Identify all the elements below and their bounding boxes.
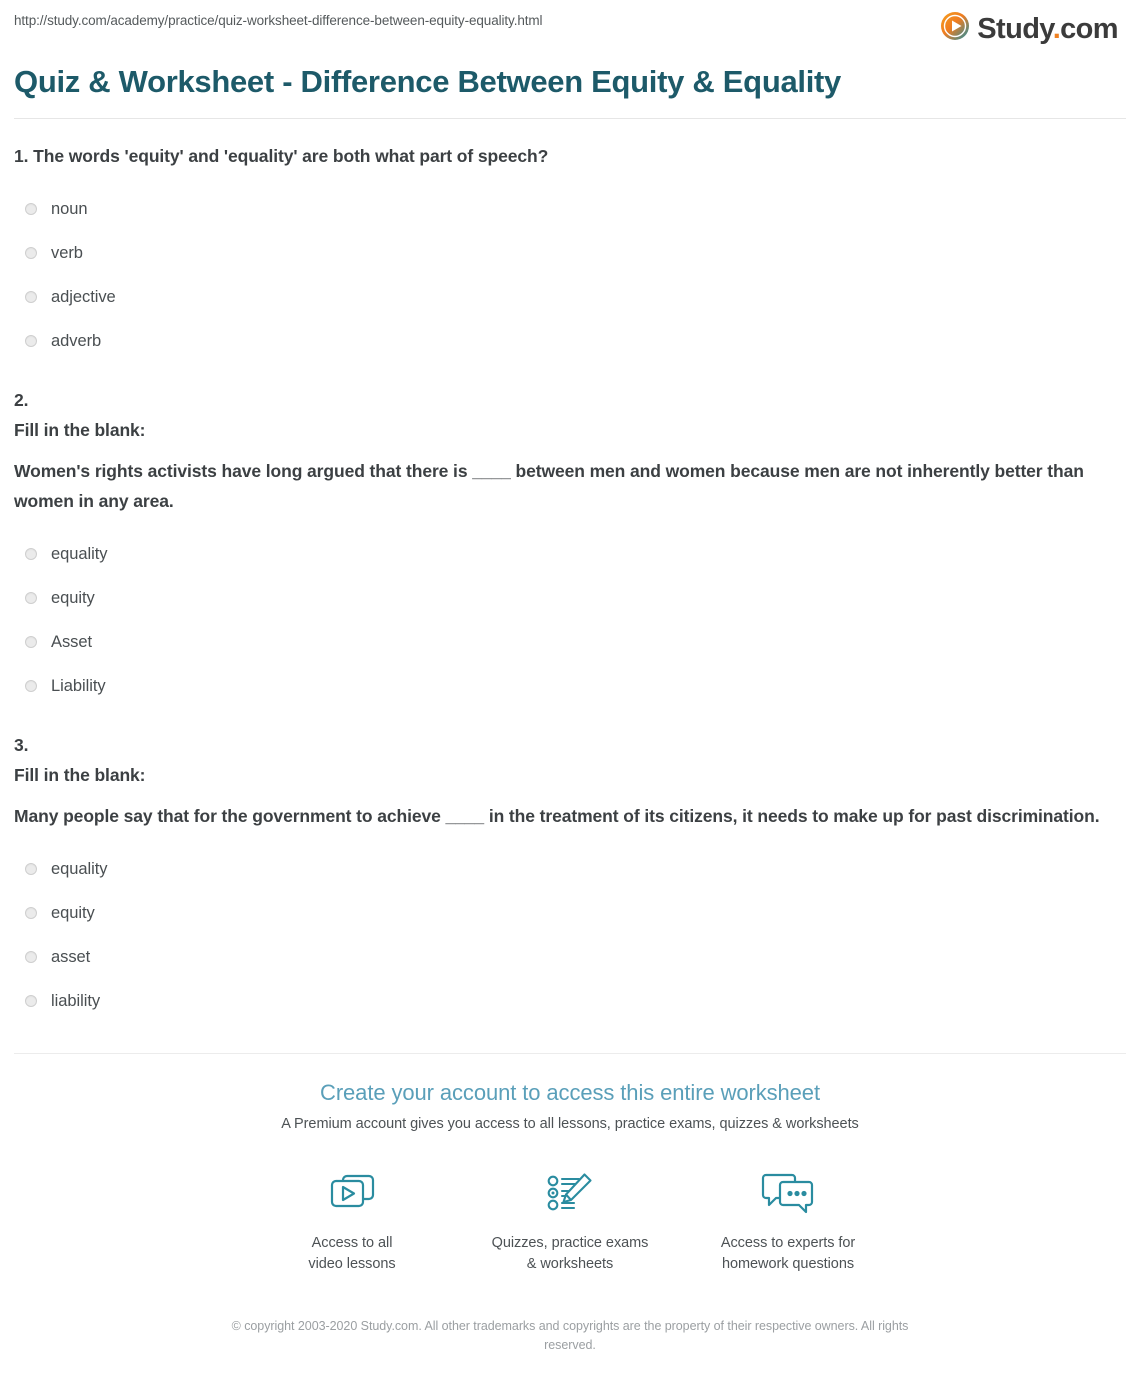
radio-button-icon[interactable] [25,951,37,963]
question-block [14,708,1126,1023]
logo-dot: . [1052,12,1061,45]
feature-quizzes-worksheets [461,1165,679,1275]
quiz-checklist-pencil-icon [461,1165,679,1221]
option-label: verb [51,244,83,262]
chat-bubbles-icon [679,1165,897,1221]
option-row[interactable] [14,935,1126,979]
feature-text [243,1221,461,1275]
option-label: adverb [51,332,102,350]
radio-button-icon[interactable] [25,247,37,259]
option-row[interactable] [14,187,1126,231]
feature-line-2: homework questions [721,1256,855,1272]
page-url: http://study.com/academy/practice/quiz-worksheet-difference-between-equity-equality.html [14,13,543,28]
feature-line-1: Quizzes, practice exams [491,1235,649,1251]
answer-options [14,516,1126,708]
feature-line-1: Access to all [311,1235,393,1251]
copyright-notice: © copyright 2003-2020 Study.com. All other trademarks and copyrights are the property of their respective owners. All rights reserved. [231,1319,909,1352]
answer-options [14,831,1126,1023]
question-prompt: Fill in the blank: [14,765,146,785]
question-number: 1. [14,146,29,166]
option-label: noun [51,200,88,218]
question-text: Many people say that for the government to achieve ____ in the treatment of its citizens, it needs to make up for past discrimination. [14,806,1100,826]
features-row [14,1135,1126,1275]
feature-line-1: Access to experts for [720,1235,856,1251]
option-label: equity [51,589,95,607]
option-label: equity [51,904,95,922]
question-text: Women's rights activists have long argued that there is ____ between men and women because men are not inherently better than women in any area. [14,461,1084,511]
option-label: adjective [51,288,116,306]
feature-video-lessons [243,1165,461,1275]
question-prompt: Fill in the blank: [14,420,146,440]
feature-text [461,1221,679,1275]
feature-line-2: & worksheets [526,1256,614,1272]
feature-text [679,1221,897,1275]
question-number: 2. [14,390,29,410]
study-com-logo[interactable] [940,10,1126,46]
create-account-section [14,1054,1126,1355]
option-row[interactable] [14,532,1126,576]
option-label: Liability [51,677,106,695]
option-row[interactable] [14,576,1126,620]
video-lessons-icon [243,1165,461,1221]
play-circle-icon [940,11,970,46]
page-title: Quiz & Worksheet - Difference Between Equity & Equality [14,64,841,99]
radio-button-icon[interactable] [25,636,37,648]
radio-button-icon[interactable] [25,335,37,347]
logo-wordmark [977,13,1118,45]
radio-button-icon[interactable] [25,907,37,919]
option-row[interactable] [14,231,1126,275]
answer-options [14,171,1126,363]
option-row[interactable] [14,620,1126,664]
option-label: liability [51,992,101,1010]
option-label: equality [51,545,108,563]
question-heading [14,141,1126,171]
option-label: Asset [51,633,93,651]
radio-button-icon[interactable] [25,548,37,560]
option-row[interactable] [14,664,1126,708]
question-block [14,363,1126,708]
option-row[interactable] [14,891,1126,935]
feature-line-2: video lessons [308,1256,396,1272]
radio-button-icon[interactable] [25,995,37,1007]
option-label: equality [51,860,108,878]
radio-button-icon[interactable] [25,863,37,875]
feature-expert-help [679,1165,897,1275]
option-row[interactable] [14,979,1126,1023]
option-row[interactable] [14,275,1126,319]
question-number: 3. [14,735,29,755]
question-text: The words 'equity' and 'equality' are both what part of speech? [33,146,549,166]
question-block [14,119,1126,363]
page-header [0,0,1140,56]
radio-button-icon[interactable] [25,203,37,215]
option-row[interactable] [14,319,1126,363]
option-label: asset [51,948,91,966]
radio-button-icon[interactable] [25,680,37,692]
title-section [0,56,1140,119]
cta-subheading: A Premium account gives you access to all lessons, practice exams, quizzes & worksheets [281,1116,859,1132]
cta-heading[interactable]: Create your account to access this entire worksheet [320,1080,820,1105]
option-row[interactable] [14,847,1126,891]
logo-word-com: com [1060,12,1118,45]
questions-container [0,119,1140,1355]
logo-word-study: Study [977,12,1053,45]
radio-button-icon[interactable] [25,592,37,604]
radio-button-icon[interactable] [25,291,37,303]
